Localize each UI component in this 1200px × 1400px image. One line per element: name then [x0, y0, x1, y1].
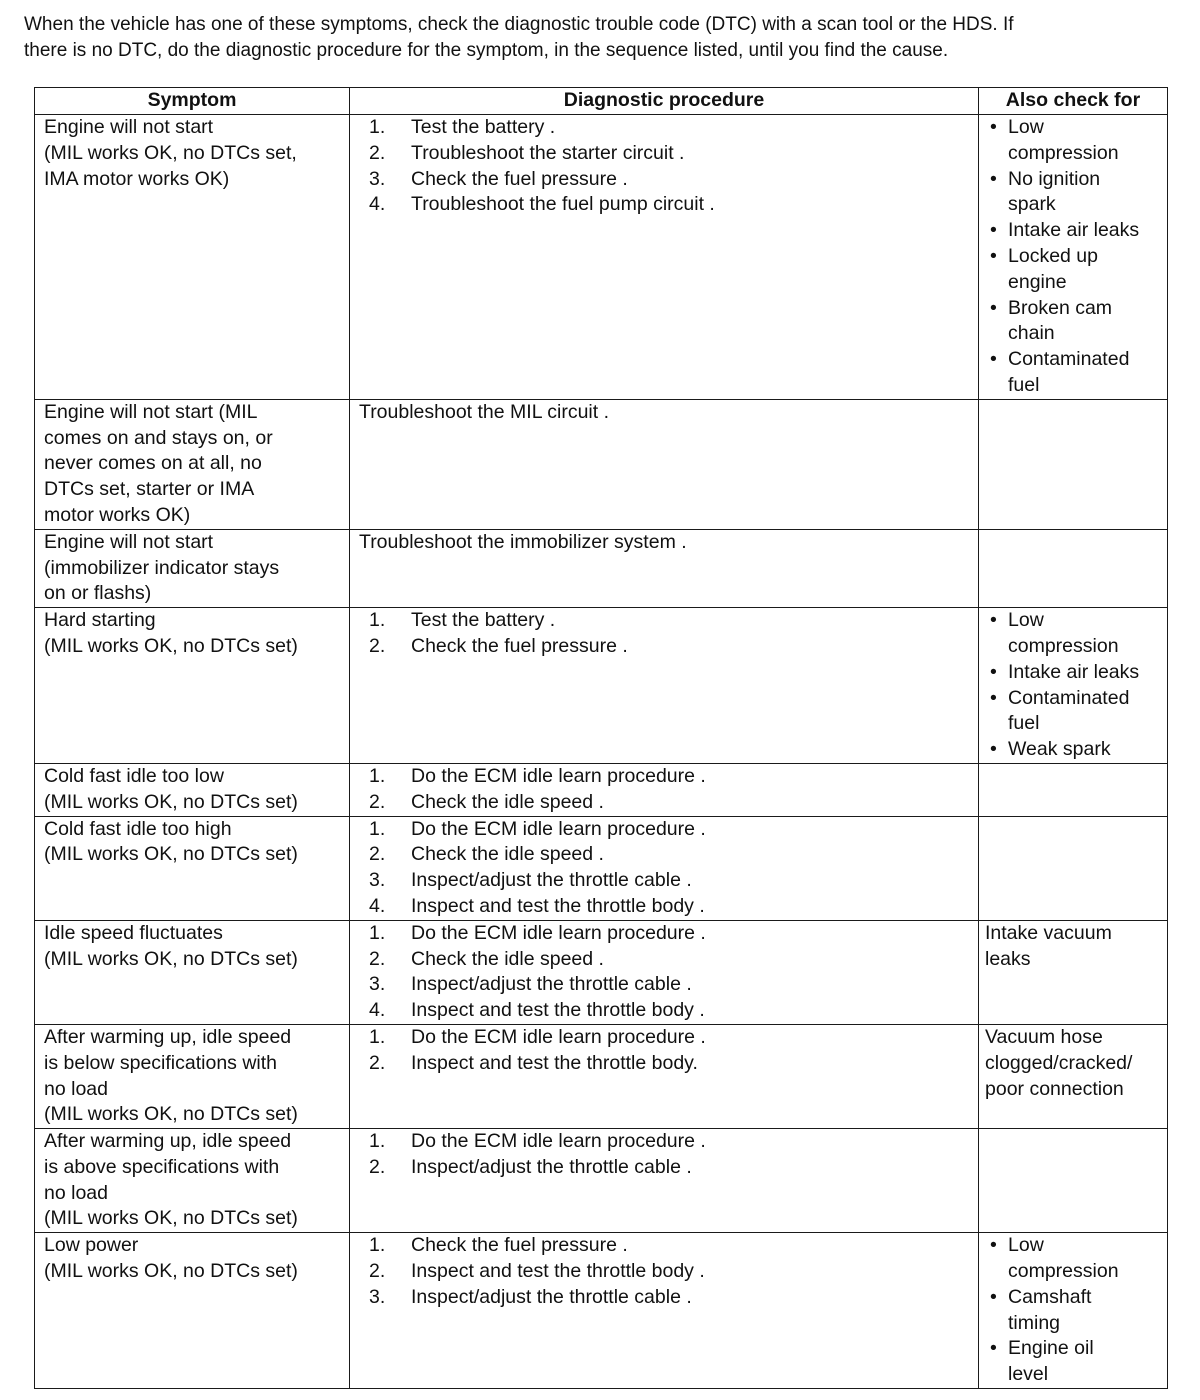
diagnostic-procedure-cell	[350, 920, 979, 1024]
symptom-text-line: Cold fast idle too low	[44, 764, 224, 787]
also-check-text-line: Contaminated	[1008, 686, 1130, 709]
intro-paragraph	[24, 12, 1174, 64]
table-row	[35, 399, 1168, 529]
step-text: Check the fuel pressure .	[411, 167, 628, 190]
diagnostic-procedure-cell	[350, 1233, 979, 1389]
symptom-text-line: (MIL works OK, no DTCs set)	[44, 790, 298, 813]
also-check-for-cell	[979, 1024, 1168, 1128]
step-text: Troubleshoot the fuel pump circuit .	[411, 193, 715, 216]
bullet-icon: •	[990, 1285, 997, 1308]
intro-line-2: there is no DTC, do the diagnostic procedure for the symptom, in the sequence listed, until you find the cause.	[24, 40, 949, 61]
procedure-step	[369, 608, 972, 634]
diagnostic-procedure-cell	[350, 1129, 979, 1233]
step-number: 3.	[369, 973, 386, 996]
step-text: Inspect and test the throttle body .	[411, 999, 705, 1022]
header-also-check-for: Also check for	[979, 88, 1168, 115]
also-check-text-line: Intake air leaks	[1008, 660, 1140, 683]
header-diagnostic-procedure: Diagnostic procedure	[350, 88, 979, 115]
symptom-text-line: DTCs set, starter or IMA	[44, 478, 255, 501]
symptom-text-line: IMA motor works OK)	[44, 167, 230, 190]
diagnostic-procedure-cell	[350, 816, 979, 920]
symptom-text-line: (MIL works OK, no DTCs set,	[44, 141, 297, 164]
also-check-item	[988, 1233, 1161, 1285]
procedure-step	[369, 1285, 972, 1311]
also-check-for-cell	[979, 115, 1168, 400]
symptom-text-line: Engine will not start	[44, 530, 214, 553]
step-number: 2.	[369, 1051, 386, 1074]
also-check-item	[988, 296, 1161, 348]
step-number: 1.	[369, 817, 386, 840]
procedure-steps-list	[359, 817, 972, 920]
intro-line-1: When the vehicle has one of these symptoms, check the diagnostic trouble code (DTC) with a scan tool or the HDS. If	[24, 14, 1014, 35]
symptom-text-line: no load	[44, 1077, 108, 1100]
procedure-step	[369, 1155, 972, 1181]
symptom-text-line: Hard starting	[44, 609, 156, 632]
procedure-step	[369, 998, 972, 1024]
also-check-item	[988, 686, 1161, 738]
also-check-for-cell	[979, 608, 1168, 764]
procedure-step	[369, 921, 972, 947]
symptom-text-line: comes on and stays on, or	[44, 426, 273, 449]
procedure-steps-list	[359, 1025, 972, 1077]
table-row	[35, 1233, 1168, 1389]
also-check-text-line: Weak spark	[1008, 738, 1111, 761]
also-check-text-line: Intake air leaks	[1008, 219, 1140, 242]
step-number: 4.	[369, 999, 386, 1022]
step-text: Do the ECM idle learn procedure .	[411, 1025, 706, 1048]
also-check-item	[988, 115, 1161, 167]
step-text: Inspect/adjust the throttle cable .	[411, 1285, 692, 1308]
also-check-item	[988, 167, 1161, 219]
step-number: 1.	[369, 116, 386, 138]
procedure-step	[369, 868, 972, 894]
also-check-text-line: Low	[1008, 609, 1044, 632]
also-check-text-line: compression	[1008, 1260, 1119, 1283]
procedure-step	[369, 167, 972, 193]
table-body	[35, 115, 1168, 1389]
step-number: 4.	[369, 894, 386, 917]
bullet-icon: •	[990, 167, 997, 190]
procedure-steps-list	[359, 1233, 972, 1310]
also-check-text-line: Broken cam	[1008, 296, 1113, 319]
symptom-cell	[35, 763, 350, 816]
step-number: 1.	[369, 921, 386, 944]
symptom-text-line: After warming up, idle speed	[44, 1025, 292, 1048]
procedure-text: Troubleshoot the immobilizer system .	[359, 530, 687, 553]
symptom-cell	[35, 529, 350, 607]
symptom-text-line: (MIL works OK, no DTCs set)	[44, 1103, 298, 1126]
bullet-icon: •	[990, 660, 997, 683]
symptom-text-line: Cold fast idle too high	[44, 817, 232, 840]
also-check-item	[988, 660, 1161, 686]
also-check-for-cell	[979, 1129, 1168, 1233]
step-text: Inspect/adjust the throttle cable .	[411, 869, 692, 892]
procedure-step	[369, 790, 972, 816]
step-number: 3.	[369, 869, 386, 892]
symptom-text-line: Low power	[44, 1234, 139, 1257]
symptom-cell	[35, 1233, 350, 1389]
also-check-for-cell	[979, 529, 1168, 607]
table-row	[35, 816, 1168, 920]
symptom-text-line: (immobilizer indicator stays	[44, 556, 280, 579]
symptom-cell	[35, 816, 350, 920]
also-check-item	[988, 244, 1161, 296]
procedure-step	[369, 1233, 972, 1259]
also-check-text-line: compression	[1008, 141, 1119, 164]
symptom-text-line: no load	[44, 1181, 108, 1204]
step-number: 2.	[369, 790, 386, 813]
also-check-text-line: spark	[1008, 193, 1056, 216]
step-number: 4.	[369, 193, 386, 216]
also-check-text-line: Intake vacuum	[985, 921, 1112, 944]
symptom-text-line: Idle speed fluctuates	[44, 921, 223, 944]
also-check-text-line: fuel	[1008, 712, 1040, 735]
also-check-text-line: Locked up	[1008, 244, 1098, 267]
symptom-cell	[35, 1129, 350, 1233]
symptom-text-line: (MIL works OK, no DTCs set)	[44, 1207, 298, 1230]
table-row	[35, 1129, 1168, 1233]
also-check-text-line: Low	[1008, 116, 1044, 138]
procedure-step	[369, 817, 972, 843]
step-number: 2.	[369, 1155, 386, 1178]
bullet-icon: •	[990, 244, 997, 267]
procedure-text: Troubleshoot the MIL circuit .	[359, 400, 609, 423]
also-check-list	[985, 1233, 1161, 1388]
step-number: 2.	[369, 843, 386, 866]
procedure-step	[369, 115, 972, 141]
bullet-icon: •	[990, 609, 997, 632]
step-number: 2.	[369, 1260, 386, 1283]
symptom-cell	[35, 608, 350, 764]
procedure-steps-list	[359, 921, 972, 1024]
symptom-text-line: (MIL works OK, no DTCs set)	[44, 843, 298, 866]
also-check-text-line: Contaminated	[1008, 348, 1130, 371]
step-text: Inspect and test the throttle body .	[411, 1260, 705, 1283]
header-symptom: Symptom	[35, 88, 350, 115]
step-text: Check the idle speed .	[411, 790, 604, 813]
symptom-cell	[35, 399, 350, 529]
step-number: 2.	[369, 141, 386, 164]
also-check-item	[988, 1336, 1161, 1388]
also-check-text-line: level	[1008, 1363, 1049, 1386]
step-text: Inspect and test the throttle body .	[411, 894, 705, 917]
also-check-for-cell	[979, 763, 1168, 816]
step-number: 2.	[369, 947, 386, 970]
symptom-cell	[35, 920, 350, 1024]
diagnostic-procedure-cell	[350, 115, 979, 400]
step-number: 3.	[369, 1285, 386, 1308]
procedure-steps-list	[359, 115, 972, 218]
table-row	[35, 608, 1168, 764]
step-number: 1.	[369, 764, 386, 787]
also-check-text-line: Low	[1008, 1234, 1044, 1257]
also-check-text-line: No ignition	[1008, 167, 1101, 190]
also-check-for-cell	[979, 920, 1168, 1024]
procedure-step	[369, 1259, 972, 1285]
symptom-text-line: (MIL works OK, no DTCs set)	[44, 1260, 298, 1283]
procedure-step	[369, 1129, 972, 1155]
also-check-item	[988, 1285, 1161, 1337]
step-text: Do the ECM idle learn procedure .	[411, 817, 706, 840]
procedure-step	[369, 972, 972, 998]
step-text: Check the idle speed .	[411, 843, 604, 866]
also-check-text-line: Camshaft	[1008, 1285, 1092, 1308]
table-row	[35, 763, 1168, 816]
also-check-item	[988, 737, 1161, 763]
also-check-text-line: Vacuum hose	[985, 1025, 1103, 1048]
bullet-icon: •	[990, 738, 997, 761]
procedure-step	[369, 842, 972, 868]
symptom-text-line: motor works OK)	[44, 503, 191, 526]
also-check-text-line: fuel	[1008, 373, 1040, 396]
procedure-step	[369, 947, 972, 973]
also-check-text-line: compression	[1008, 634, 1119, 657]
step-text: Check the fuel pressure .	[411, 1234, 628, 1257]
table-row	[35, 529, 1168, 607]
also-check-text-line: Engine oil	[1008, 1337, 1094, 1360]
also-check-for-cell	[979, 399, 1168, 529]
table-header-row	[35, 88, 1168, 115]
symptom-text-line: After warming up, idle speed	[44, 1130, 292, 1153]
symptom-text-line: is below specifications with	[44, 1051, 278, 1074]
also-check-text-line: clogged/cracked/	[985, 1051, 1133, 1074]
step-text: Test the battery .	[411, 116, 556, 138]
bullet-icon: •	[990, 348, 997, 371]
symptom-text-line: (MIL works OK, no DTCs set)	[44, 947, 298, 970]
step-number: 1.	[369, 609, 386, 632]
step-text: Inspect/adjust the throttle cable .	[411, 1155, 692, 1178]
procedure-step	[369, 894, 972, 920]
diagnostic-procedure-cell	[350, 608, 979, 764]
bullet-icon: •	[990, 1234, 997, 1257]
also-check-for-cell	[979, 816, 1168, 920]
step-text: Do the ECM idle learn procedure .	[411, 921, 706, 944]
table-row	[35, 920, 1168, 1024]
also-check-for-cell	[979, 1233, 1168, 1389]
also-check-list	[985, 608, 1161, 763]
symptom-cell	[35, 1024, 350, 1128]
also-check-text-line: engine	[1008, 270, 1067, 293]
procedure-steps-list	[359, 608, 972, 660]
step-text: Do the ECM idle learn procedure .	[411, 764, 706, 787]
step-number: 2.	[369, 634, 386, 657]
table-row	[35, 115, 1168, 400]
diagnostic-procedure-cell	[350, 399, 979, 529]
step-number: 1.	[369, 1025, 386, 1048]
symptom-text-line: is above specifications with	[44, 1155, 280, 1178]
bullet-icon: •	[990, 219, 997, 242]
step-text: Troubleshoot the starter circuit .	[411, 141, 685, 164]
procedure-steps-list	[359, 1129, 972, 1181]
also-check-item	[988, 218, 1161, 244]
step-text: Do the ECM idle learn procedure .	[411, 1130, 706, 1153]
procedure-step	[369, 192, 972, 218]
step-text: Test the battery .	[411, 609, 556, 632]
symptom-text-line: on or flashs)	[44, 582, 152, 605]
step-text: Check the idle speed .	[411, 947, 604, 970]
symptom-text-line: never comes on at all, no	[44, 452, 262, 475]
procedure-step	[369, 1051, 972, 1077]
symptom-text-line: (MIL works OK, no DTCs set)	[44, 634, 298, 657]
symptom-text-line: Engine will not start	[44, 116, 214, 138]
also-check-text-line: leaks	[985, 947, 1031, 970]
step-number: 1.	[369, 1234, 386, 1257]
procedure-step	[369, 764, 972, 790]
procedure-steps-list	[359, 764, 972, 816]
procedure-step	[369, 634, 972, 660]
bullet-icon: •	[990, 1337, 997, 1360]
symptom-cell	[35, 115, 350, 400]
step-number: 1.	[369, 1130, 386, 1153]
symptom-text-line: Engine will not start (MIL	[44, 400, 258, 423]
also-check-item	[988, 608, 1161, 660]
diagnostic-procedure-cell	[350, 1024, 979, 1128]
bullet-icon: •	[990, 296, 997, 319]
procedure-step	[369, 141, 972, 167]
also-check-item	[988, 347, 1161, 399]
also-check-text-line: chain	[1008, 322, 1055, 345]
step-text: Inspect and test the throttle body.	[411, 1051, 698, 1074]
step-text: Check the fuel pressure .	[411, 634, 628, 657]
step-number: 3.	[369, 167, 386, 190]
also-check-list	[985, 115, 1161, 399]
bullet-icon: •	[990, 686, 997, 709]
symptom-troubleshooting-table	[34, 87, 1168, 1389]
table-row	[35, 1024, 1168, 1128]
bullet-icon: •	[990, 116, 997, 138]
diagnostic-procedure-cell	[350, 529, 979, 607]
procedure-step	[369, 1025, 972, 1051]
also-check-text-line: poor connection	[985, 1077, 1124, 1100]
also-check-text-line: timing	[1008, 1311, 1061, 1334]
step-text: Inspect/adjust the throttle cable .	[411, 973, 692, 996]
diagnostic-procedure-cell	[350, 763, 979, 816]
